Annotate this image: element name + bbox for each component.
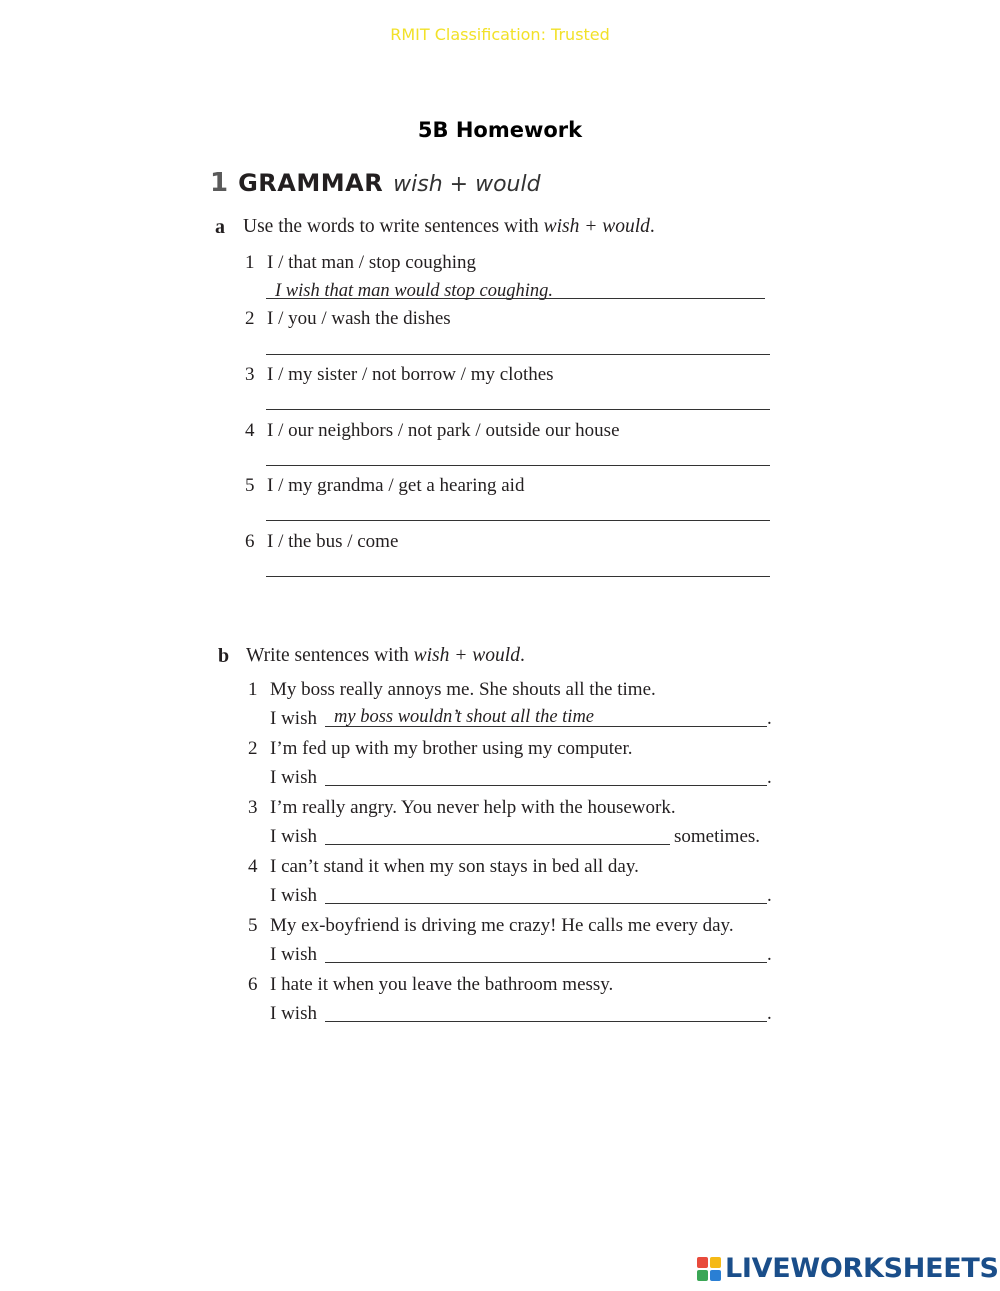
item-number: 6: [245, 531, 255, 552]
answer-line[interactable]: [266, 520, 770, 521]
part-a-instruction: [243, 216, 655, 238]
item-prompt: I’m really angry. You never help with the housework.: [270, 797, 676, 818]
answer-line[interactable]: [325, 903, 767, 904]
wish-label: I wish: [270, 708, 317, 729]
wish-label: I wish: [270, 767, 317, 788]
sentence-end: .: [767, 767, 772, 788]
liveworksheets-logo-text: LIVEWORKSHEETS: [725, 1253, 999, 1284]
part-b-instruction-emphasis: wish + would: [413, 645, 520, 666]
part-a-instruction-end: .: [649, 216, 655, 237]
liveworksheets-logo-icon: [697, 1255, 723, 1283]
item-number: 3: [245, 364, 255, 385]
sentence-end: .: [767, 1003, 772, 1024]
wish-label: I wish: [270, 944, 317, 965]
part-a-instruction-text: Use the words to write sentences with: [243, 216, 544, 237]
section-number: 1: [210, 168, 229, 198]
answer-text: I wish that man would stop coughing.: [275, 281, 554, 301]
classification-label: RMIT Classification: Trusted: [390, 25, 610, 44]
part-b-letter: b: [218, 645, 230, 667]
sentence-end: .: [767, 944, 772, 965]
item-number: 5: [245, 475, 255, 496]
item-number: 4: [245, 420, 255, 441]
section-title: GRAMMAR: [238, 169, 384, 197]
item-prompt: I / my sister / not borrow / my clothes: [267, 364, 554, 385]
item-number: 2: [248, 738, 258, 759]
item-prompt: I can’t stand it when my son stays in bed all day.: [270, 856, 639, 877]
item-number: 2: [245, 308, 255, 329]
wish-label: I wish: [270, 885, 317, 906]
answer-line[interactable]: [325, 785, 767, 786]
item-prompt: My boss really annoys me. She shouts all the time.: [270, 679, 656, 700]
item-prompt: My ex-boyfriend is driving me crazy! He calls me every day.: [270, 915, 734, 936]
answer-line[interactable]: [266, 298, 765, 299]
answer-line[interactable]: [325, 962, 767, 963]
sentence-end: .: [767, 708, 772, 729]
item-prompt: I’m fed up with my brother using my computer.: [270, 738, 633, 759]
item-prompt: I / the bus / come: [267, 531, 399, 552]
item-number: 5: [248, 915, 258, 936]
item-prompt: I / my grandma / get a hearing aid: [267, 475, 525, 496]
item-prompt: I / our neighbors / not park / outside our house: [267, 420, 620, 441]
part-b-instruction-text: Write sentences with: [246, 645, 414, 666]
item-prompt: I hate it when you leave the bathroom messy.: [270, 974, 614, 995]
section-heading: [210, 168, 541, 198]
part-b-instruction-end: .: [519, 645, 525, 666]
item-number: 6: [248, 974, 258, 995]
sentence-end: sometimes.: [674, 826, 761, 847]
part-a-instruction-emphasis: wish + would: [543, 216, 650, 237]
answer-line[interactable]: [266, 576, 770, 577]
answer-line[interactable]: [325, 726, 767, 727]
page-title: 5B Homework: [417, 118, 583, 142]
item-prompt: I / you / wash the dishes: [267, 308, 451, 329]
item-prompt: I / that man / stop coughing: [267, 252, 476, 273]
item-number: 1: [245, 252, 255, 273]
section-subtitle: wish + would: [393, 172, 541, 197]
answer-line[interactable]: [266, 354, 770, 355]
part-a-letter: a: [215, 216, 225, 238]
liveworksheets-logo[interactable]: [697, 1253, 999, 1287]
item-number: 1: [248, 679, 258, 700]
sentence-end: .: [767, 885, 772, 906]
answer-line[interactable]: [325, 1021, 767, 1022]
answer-line[interactable]: [325, 844, 670, 845]
item-number: 3: [248, 797, 258, 818]
answer-line[interactable]: [266, 465, 770, 466]
part-b-instruction: [246, 645, 525, 667]
answer-line[interactable]: [266, 409, 770, 410]
wish-label: I wish: [270, 1003, 317, 1024]
answer-text: my boss wouldn’t shout all the time: [334, 707, 595, 727]
wish-label: I wish: [270, 826, 317, 847]
item-number: 4: [248, 856, 258, 877]
